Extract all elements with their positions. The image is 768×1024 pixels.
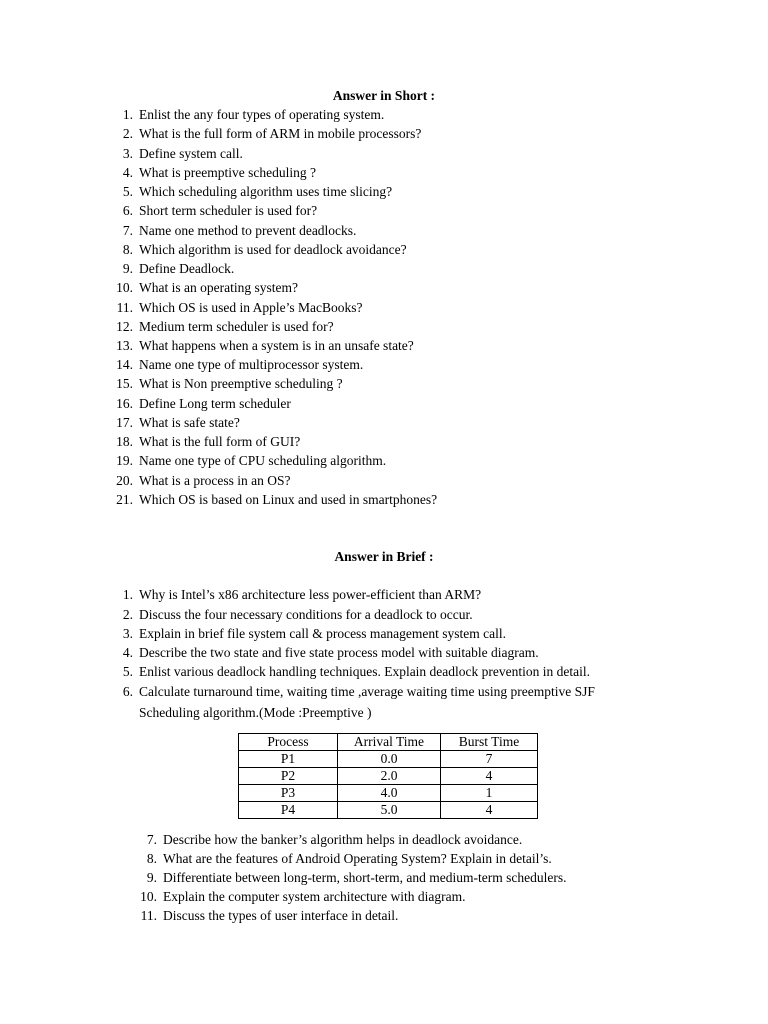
list-item (122, 624, 507, 643)
list-item-number: 20. (116, 473, 133, 488)
list-item (116, 278, 298, 297)
list-item (116, 471, 291, 490)
list-item-text: What is a process in an OS? (139, 473, 291, 488)
list-item (122, 585, 482, 604)
list-item (122, 124, 422, 143)
list-item (146, 868, 567, 887)
list-item-number: 18. (116, 434, 133, 449)
list-item-continuation (139, 703, 371, 722)
short-section-heading: Answer in Short : (332, 88, 436, 103)
list-item-number: 8. (122, 242, 133, 257)
list-item-number: 2. (122, 126, 133, 141)
table-cell: 1 (441, 785, 538, 802)
list-item-text: What is preemptive scheduling ? (139, 165, 316, 180)
list-item (116, 394, 291, 413)
list-item-text: Explain in brief file system call & process management system call. (139, 626, 507, 641)
table-row (239, 768, 538, 785)
list-item-number: 21. (116, 492, 133, 507)
list-item (146, 830, 523, 849)
list-item-text: What are the features of Android Operating System? Explain in detail’s. (163, 851, 552, 866)
list-item (116, 336, 414, 355)
list-item-text: What happens when a system is in an unsafe state? (139, 338, 414, 353)
list-item-text: What is safe state? (139, 415, 240, 430)
list-item (122, 182, 393, 201)
list-item (122, 221, 357, 240)
list-item-text: Which OS is used in Apple’s MacBooks? (139, 300, 363, 315)
list-item (122, 643, 539, 662)
table-row (239, 751, 538, 768)
table-cell: P2 (239, 768, 338, 785)
list-item-text: Which OS is based on Linux and used in smartphones? (139, 492, 438, 507)
list-item-number: 15. (116, 376, 133, 391)
list-item (146, 849, 552, 868)
list-item-text: Discuss the types of user interface in detail. (163, 908, 399, 923)
list-item-text: Describe how the banker’s algorithm helps in deadlock avoidance. (163, 832, 523, 847)
table-cell: P3 (239, 785, 338, 802)
list-item-number: 19. (116, 453, 133, 468)
list-item-number: 11. (140, 908, 157, 923)
list-item-number: 5. (122, 184, 133, 199)
list-item-number: 9. (146, 870, 157, 885)
list-item (122, 682, 595, 701)
table-row (239, 785, 538, 802)
table-header-cell: Burst Time (441, 734, 538, 751)
list-item (122, 144, 243, 163)
list-item-number: 11. (116, 300, 133, 315)
list-item-text: Why is Intel’s x86 architecture less power-efficient than ARM? (139, 587, 482, 602)
list-item-text: Scheduling algorithm.(Mode :Preemptive ) (139, 705, 372, 720)
list-item (116, 317, 334, 336)
list-item (122, 163, 316, 182)
list-item (116, 413, 240, 432)
list-item (122, 259, 235, 278)
list-item-text: Which scheduling algorithm uses time slicing? (139, 184, 393, 199)
list-item (122, 105, 385, 124)
list-item-number: 8. (146, 851, 157, 866)
list-item-text: Describe the two state and five state process model with suitable diagram. (139, 645, 539, 660)
list-item-number: 16. (116, 396, 133, 411)
list-item (122, 240, 407, 259)
list-item-number: 9. (122, 261, 133, 276)
list-item-number: 4. (122, 165, 133, 180)
table-cell: P4 (239, 802, 338, 819)
list-item-text: Define Long term scheduler (139, 396, 291, 411)
brief-section-heading: Answer in Brief : (334, 549, 434, 564)
list-item-text: Define Deadlock. (139, 261, 235, 276)
table-cell: 4 (441, 802, 538, 819)
list-item-number: 5. (122, 664, 133, 679)
list-item-text: What is the full form of GUI? (139, 434, 301, 449)
list-item (116, 298, 363, 317)
list-item (140, 906, 399, 925)
list-item-text: Name one type of CPU scheduling algorithm. (139, 453, 387, 468)
list-item (122, 662, 591, 681)
list-item-number: 1. (122, 587, 133, 602)
list-item-number: 3. (122, 146, 133, 161)
table-cell: 4.0 (338, 785, 441, 802)
table-row (239, 802, 538, 819)
list-item-number: 10. (116, 280, 133, 295)
list-item-text: Name one method to prevent deadlocks. (139, 223, 357, 238)
list-item-text: Calculate turnaround time, waiting time ,average waiting time using preemptive SJF (139, 684, 595, 699)
list-item (116, 490, 438, 509)
list-item-number: 13. (116, 338, 133, 353)
list-item (140, 887, 466, 906)
list-item-number: 12. (116, 319, 133, 334)
list-item-text: Enlist the any four types of operating system. (139, 107, 385, 122)
list-item-text: Short term scheduler is used for? (139, 203, 318, 218)
table-header-cell: Process (239, 734, 338, 751)
list-item-text: Enlist various deadlock handling techniques. Explain deadlock prevention in detail. (139, 664, 591, 679)
list-item-text: What is Non preemptive scheduling ? (139, 376, 343, 391)
list-item-text: Define system call. (139, 146, 243, 161)
list-item-text: Name one type of multiprocessor system. (139, 357, 364, 372)
list-item (122, 605, 473, 624)
list-item-number: 6. (122, 684, 133, 699)
list-item-text: Differentiate between long-term, short-term, and medium-term schedulers. (163, 870, 567, 885)
list-item-number: 1. (122, 107, 133, 122)
list-item-number: 2. (122, 607, 133, 622)
list-item (116, 355, 364, 374)
table-cell: 7 (441, 751, 538, 768)
table-header-row (239, 734, 538, 751)
list-item-number: 10. (140, 889, 157, 904)
table-cell: P1 (239, 751, 338, 768)
list-item-text: What is an operating system? (139, 280, 298, 295)
list-item-text: Discuss the four necessary conditions for a deadlock to occur. (139, 607, 473, 622)
list-item-text: Explain the computer system architecture with diagram. (163, 889, 466, 904)
list-item-number: 3. (122, 626, 133, 641)
list-item-number: 4. (122, 645, 133, 660)
table-cell: 5.0 (338, 802, 441, 819)
list-item (116, 432, 301, 451)
list-item-number: 6. (122, 203, 133, 218)
list-item-number: 14. (116, 357, 133, 372)
process-table (238, 733, 538, 819)
list-item-number: 17. (116, 415, 133, 430)
table-header-cell: Arrival Time (338, 734, 441, 751)
list-item-text: Which algorithm is used for deadlock avoidance? (139, 242, 407, 257)
list-item-text: What is the full form of ARM in mobile processors? (139, 126, 422, 141)
list-item (116, 451, 387, 470)
list-item-number: 7. (122, 223, 133, 238)
table-cell: 0.0 (338, 751, 441, 768)
table-cell: 2.0 (338, 768, 441, 785)
table-cell: 4 (441, 768, 538, 785)
list-item-number: 7. (146, 832, 157, 847)
list-item (122, 201, 318, 220)
list-item-text: Medium term scheduler is used for? (139, 319, 334, 334)
list-item (116, 374, 343, 393)
